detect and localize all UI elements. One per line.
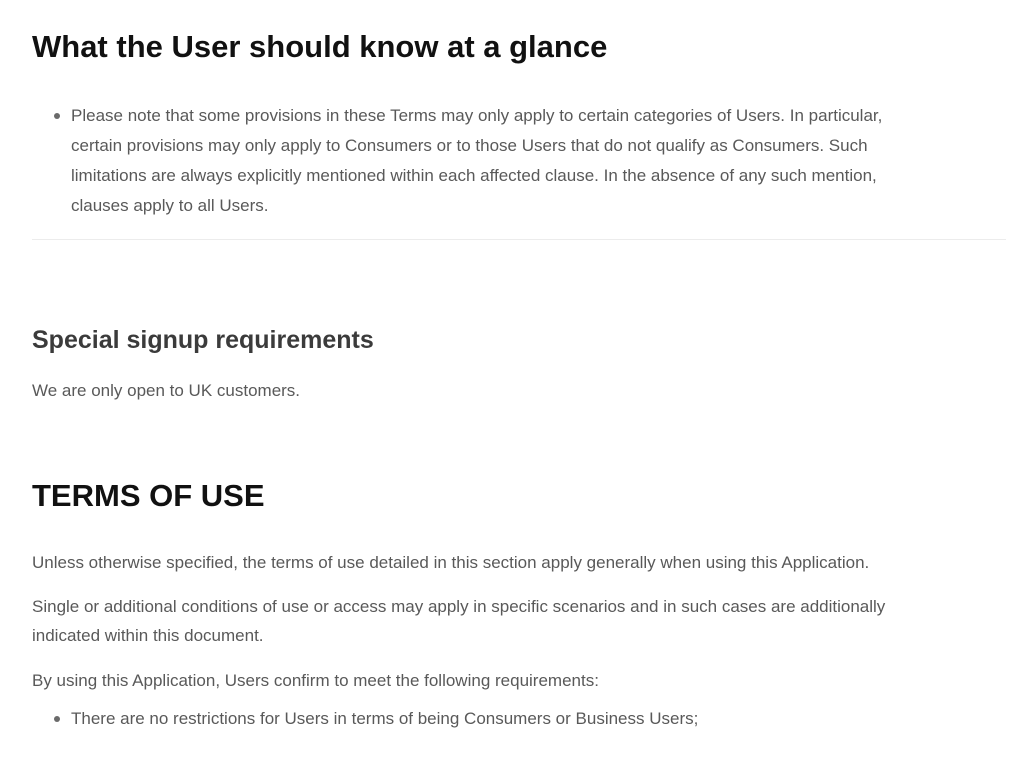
bullet-icon xyxy=(54,113,60,119)
terms-paragraph-general: Unless otherwise specified, the terms of use detailed in this section apply generally when using this Application. xyxy=(32,553,870,572)
section-divider xyxy=(32,239,1006,240)
provisions-note-line: limitations are always explicitly mentioned within each affected clause. In the absence of any such mention, xyxy=(71,166,877,185)
terms-paragraph-requirements-intro: By using this Application, Users confirm to meet the following requirements: xyxy=(32,671,599,690)
signup-requirement-text: We are only open to UK customers. xyxy=(32,381,301,400)
provisions-note-text xyxy=(71,101,1001,221)
bullet-icon xyxy=(54,716,60,722)
provisions-note-line: clauses apply to all Users. xyxy=(71,196,269,215)
provisions-note-line: Please note that some provisions in these Terms may only apply to certain categories of Users. In particular, xyxy=(71,106,883,125)
terms-paragraph-additional-conditions xyxy=(32,592,885,650)
heading-special-signup-requirements: Special signup requirements xyxy=(32,326,374,354)
heading-terms-of-use: TERMS OF USE xyxy=(32,478,265,513)
user-requirement-line: There are no restrictions for Users in terms of being Consumers or Business Users; xyxy=(71,709,699,728)
heading-at-a-glance: What the User should know at a glance xyxy=(32,29,608,64)
user-requirement-text xyxy=(71,704,1001,734)
additional-conditions-line: Single or additional conditions of use or access may apply in specific scenarios and in such cases are additionally xyxy=(32,597,886,616)
provisions-note-line: certain provisions may only apply to Consumers or to those Users that do not qualify as Consumers. Such xyxy=(71,136,868,155)
additional-conditions-line: indicated within this document. xyxy=(32,626,264,645)
